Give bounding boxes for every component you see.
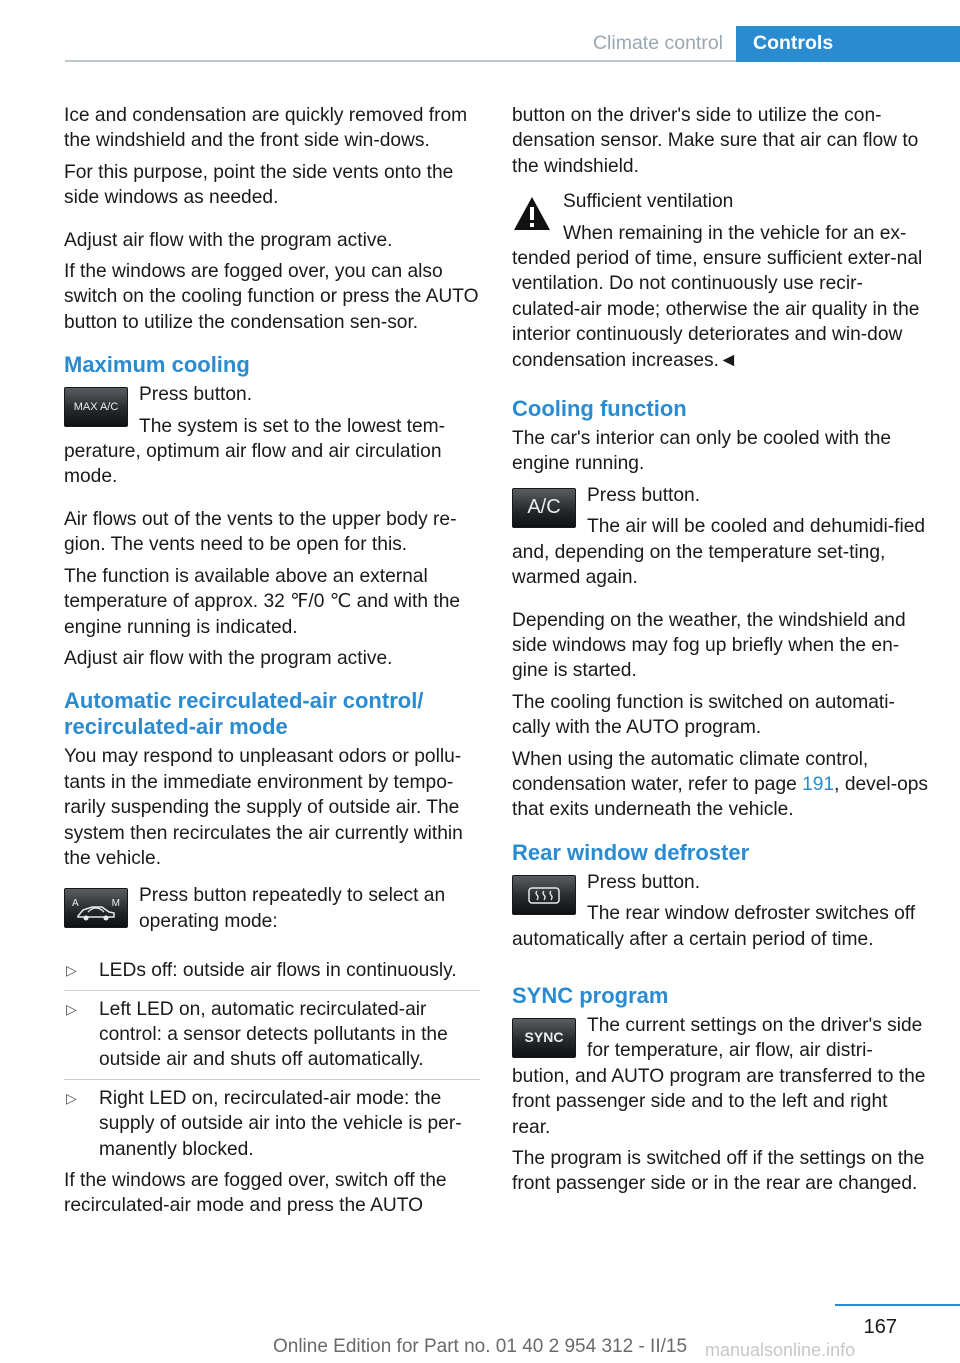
header-chapter-tab: Controls (736, 26, 960, 62)
watermark: manualsonline.info (705, 1340, 856, 1360)
list-item (64, 997, 480, 1080)
right-column (512, 103, 928, 1203)
header-section-title: Climate control (592, 32, 723, 54)
paragraph: button on the driver's side to utilize the con‐densation sensor. Make sure that air can flow to the windshield. (512, 105, 919, 177)
left-column (64, 103, 480, 1225)
page-number-rule (835, 1304, 960, 1306)
paragraph: The cooling function is switched on automati‐cally with the AUTO program. (512, 691, 895, 739)
ac-block (512, 483, 928, 597)
rear-defrost-icon (526, 883, 562, 907)
max-ac-block (64, 382, 480, 496)
ac-button-icon: A/C (512, 488, 576, 528)
warning-block (512, 189, 928, 379)
instruction: Press button. (587, 871, 701, 893)
paragraph: The program is switched off if the settings on the front passenger side or in the rear are changed. (512, 1148, 925, 1195)
page-reference-link[interactable]: 191 (802, 773, 835, 795)
instruction: Press button repeatedly to select an operating mode: (139, 885, 446, 932)
heading-cooling-function: Cooling function (512, 396, 687, 422)
paragraph: The system is set to the lowest tem‐perature, optimum air flow and air circulation mode. (64, 415, 446, 488)
instruction: Press button. (139, 384, 253, 406)
instruction: Press button. (587, 484, 701, 506)
rear-defrost-block (512, 870, 928, 958)
sync-block (512, 1013, 928, 1146)
max-ac-button-icon: MAX A/C (64, 387, 128, 427)
paragraph: Air flows out of the vents to the upper body re‐gion. The vents need to be open for this. (64, 508, 457, 556)
list-item-text: Left LED on, automatic recirculated-air control: a sensor detects pollutants in the outside air and shuts off automatically. (99, 998, 448, 1071)
warning-text: When remaining in the vehicle for an ex‐tended period of time, ensure sufficient exter‐nal ventilation. Do not continuously use recir‐culated-air mode; otherwise the air quality in the interior continuously deteriorates and win‐dow condensation increases.◄ (512, 222, 923, 371)
triangle-bullet-icon: ▷ (66, 1000, 77, 1017)
paragraph (512, 747, 928, 823)
paragraph: The rear window defroster switches off automatically after a certain period of time. (512, 903, 916, 950)
paragraph: The car's interior can only be cooled with the engine running. (512, 428, 892, 475)
paragraph: The air will be cooled and dehumidi‐fied and, depending on the temperature set‐ting, warmed again. (512, 516, 926, 589)
list-item-text: LEDs off: outside air flows in continuously. (99, 960, 457, 982)
paragraph: For this purpose, point the side vents onto the side windows as needed. (64, 161, 454, 209)
text: , devel‐ops that exits underneath the vehicle. (512, 773, 929, 821)
rear-defroster-button-icon (512, 875, 576, 915)
text: When using the automatic climate control, condensation water, refer to page (512, 748, 869, 795)
paragraph: If the windows are fogged over, you can also switch on the cooling function or press the AUTO button to utilize the condensation sen‐sor. (64, 261, 479, 333)
paragraph: Ice and condensation are quickly removed from the windshield and the front side win‐dows. (64, 105, 468, 152)
paragraph: Adjust air flow with the program active. (64, 229, 393, 251)
mode-list (64, 958, 480, 1168)
list-item (64, 958, 480, 990)
led-label-m: M (111, 898, 120, 910)
list-item-text: Right LED on, recirculated-air mode: the supply of outside air into the vehicle is per‐manently blocked. (99, 1087, 462, 1160)
triangle-bullet-icon: ▷ (66, 1089, 77, 1106)
warning-triangle-icon (512, 194, 552, 234)
page-number: 167 (863, 1316, 897, 1338)
recirculation-button-icon (64, 888, 128, 928)
paragraph: Adjust air flow with the program active. (64, 647, 393, 669)
heading-maximum-cooling: Maximum cooling (64, 352, 250, 378)
heading-rear-window-defroster: Rear window defroster (512, 839, 750, 865)
footer-edition: Online Edition for Part no. 01 40 2 954 312 - II/15 (272, 1336, 688, 1357)
heading-recirculated-air: Automatic recirculated-air control/ recirculated-air mode (64, 688, 424, 740)
paragraph: Depending on the weather, the windshield and side windows may fog up briefly when the en‐gine is started. (512, 609, 906, 682)
paragraph: The function is available above an external temperature of approx. 32 ℉/0 ℃ and with the engine running is indicated. (64, 565, 461, 638)
paragraph: You may respond to unpleasant odors or pollu‐tants in the immediate environment by tempo‐rarily suspending the supply of outside air. The system then recirculates the air currently within the vehicle. (64, 746, 463, 869)
sync-button-icon: SYNC (512, 1018, 576, 1058)
triangle-bullet-icon: ▷ (66, 962, 77, 979)
paragraph: The current settings on the driver's side for temperature, air flow, air distri‐bution, and AUTO program are transferred to the front passenger side and to the left and right rear. (512, 1014, 926, 1138)
paragraph: If the windows are fogged over, switch off the recirculated-air mode and press the AUTO (64, 1170, 447, 1217)
list-item (64, 1086, 480, 1168)
led-label-a: A (72, 898, 79, 910)
warning-title: Sufficient ventilation (563, 191, 734, 213)
heading-sync-program: SYNC program (512, 982, 669, 1008)
recirc-block (64, 883, 480, 940)
